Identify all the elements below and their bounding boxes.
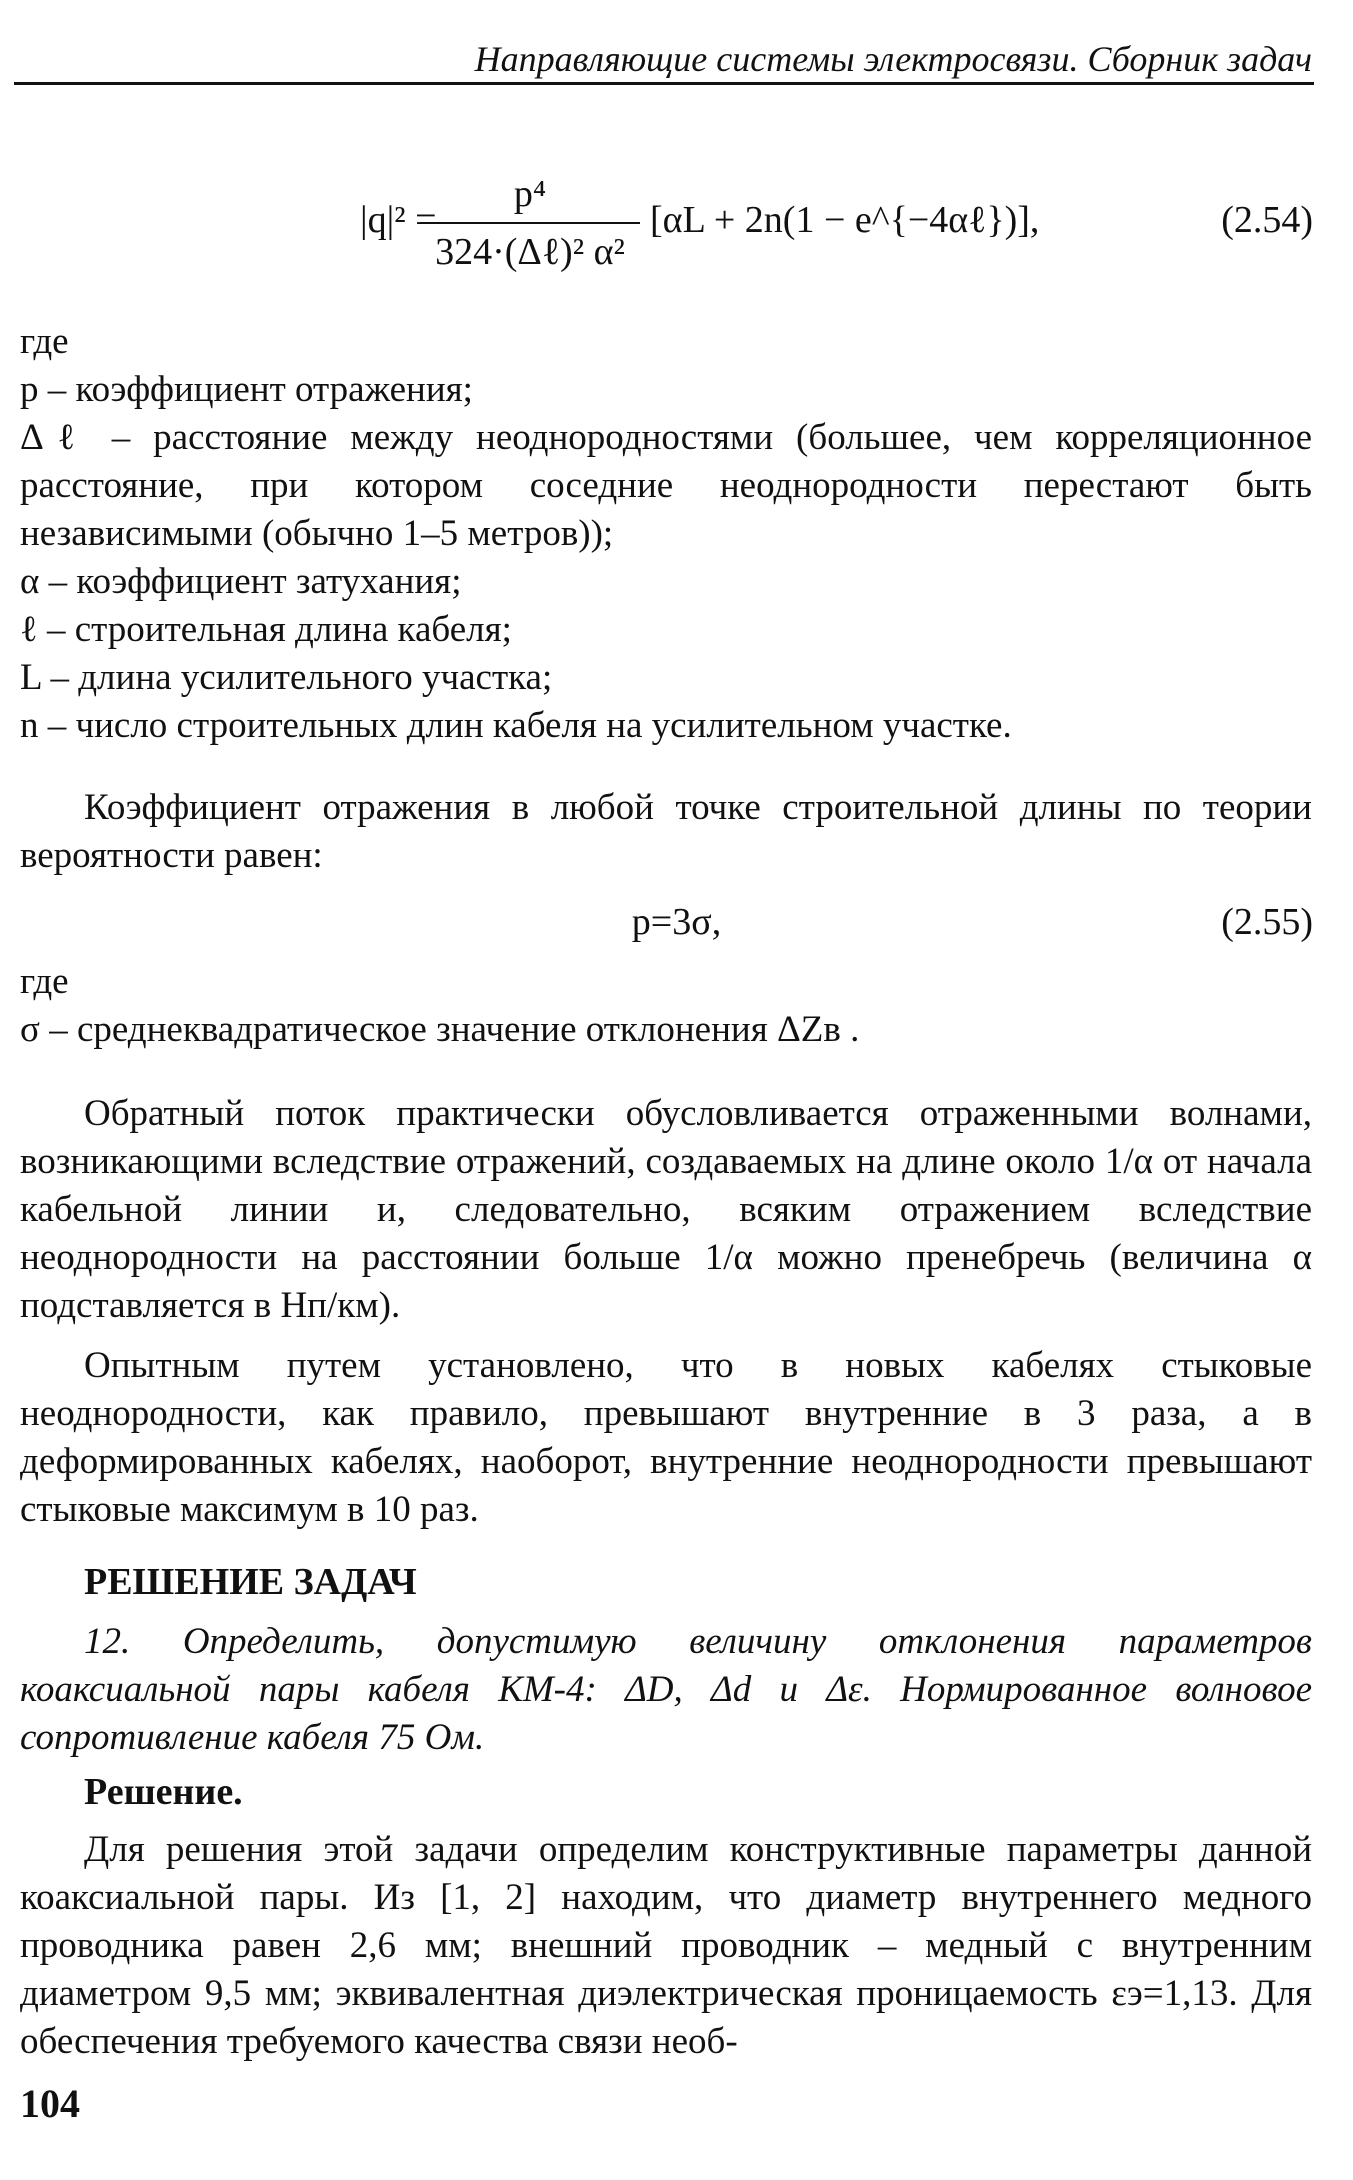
header-rule [14, 82, 1314, 85]
formula-lhs: |q|² = [360, 199, 437, 241]
definition-line: α – коэффициент затухания; [20, 561, 462, 602]
section-heading: РЕШЕНИЕ ЗАДАЧ [84, 1561, 417, 1603]
formula-2-55 [0, 900, 1353, 950]
definition-line: где [20, 321, 69, 362]
definitions-list-1 [20, 318, 1312, 750]
equation-number: (2.55) [1221, 901, 1313, 943]
paragraph-backflow: Обратный поток практически обусловливается отраженными волнами, возникающими вследствие отражений, создаваемых на длине около 1/α от начала кабельной линии и, следовательно, всяким отражением вследствие неоднородности на расстоянии больше 1/α можно пренебречь (величина α подставляется в Нп/км). [20, 1093, 1312, 1326]
definitions-list-2 [20, 958, 1312, 1054]
page-number: 104 [20, 2081, 80, 2126]
definition-line: p – коэффициент отражения; [20, 369, 473, 410]
definition-line: где [20, 961, 69, 1002]
formula-text: p=3σ, [631, 901, 722, 943]
formula-fraction [420, 170, 640, 276]
formula-denominator: 324·(Δℓ)² α² [435, 231, 625, 273]
paragraph-experiment: Опытным путем установлено, что в новых кабелях стыковые неоднородности, как правило, превышают внутренние в 3 раза, а в деформированных кабелях, наоборот, внутренние неоднородности превышают стыковые максимум в 10 раз. [20, 1345, 1312, 1530]
equation-number: (2.54) [1221, 199, 1313, 241]
task-statement: 12. Определить, допустимую величину отклонения параметров коаксиальной пары кабеля КМ-4: ΔD, Δd и Δε. Нормированное волновое сопротивление кабеля 75 Ом. [20, 1621, 1312, 1758]
paragraph-solution: Для решения этой задачи определим конструктивные параметры данной коаксиальной пары. Из [1, 2] находим, что диаметр внутреннего медного проводника равен 2,6 мм; внешний проводник – медный с внутренним диаметром 9,5 мм; эквивалентная диэлектрическая проницаемость εэ=1,13. Для обеспечения требуемого качества связи необ- [20, 1829, 1312, 2062]
definition-line: ℓ – строительная длина кабеля; [20, 609, 512, 650]
formula-2-54 [0, 170, 1353, 290]
fraction-bar [420, 222, 640, 224]
definition-line: n – число строительных длин кабеля на усилительном участке. [20, 705, 1012, 746]
definition-line: L – длина усилительного участка; [20, 657, 553, 698]
paragraph-reflection: Коэффициент отражения в любой точке строительной длины по теории вероятности равен: [20, 787, 1312, 876]
formula-bracket: [αL + 2n(1 − e^{−4αℓ})], [650, 199, 1040, 241]
running-header: Направляющие системы электросвязи. Сборник задач [474, 39, 1312, 79]
definition-line: Δℓ – расстояние между неоднородностями (большее, чем корреляционное расстояние, при котором соседние неоднородности перестают быть независимыми (обычно 1–5 метров)); [20, 417, 1312, 554]
solution-heading: Решение. [84, 1771, 243, 1813]
formula-numerator: p⁴ [513, 173, 547, 215]
definition-line: σ – среднеквадратическое значение отклонения ΔZв . [20, 1009, 860, 1050]
